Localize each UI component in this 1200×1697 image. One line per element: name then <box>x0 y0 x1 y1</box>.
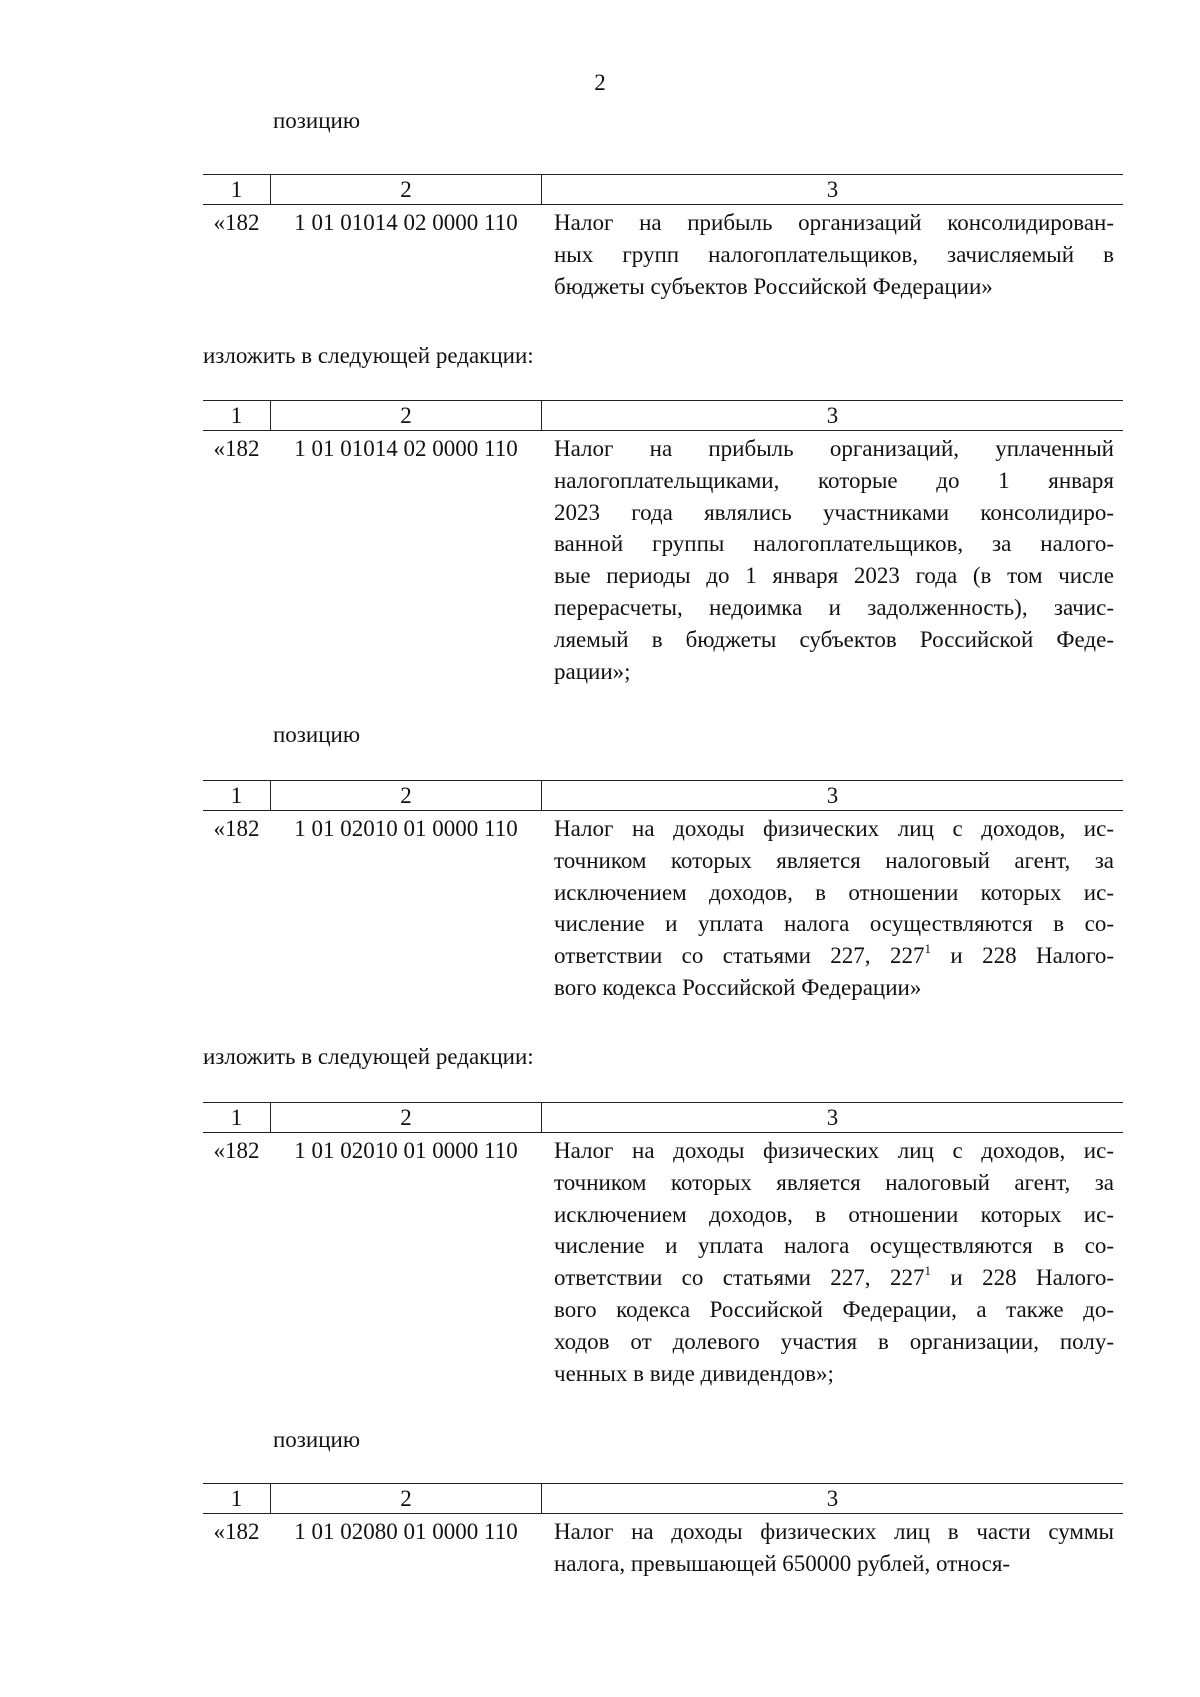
description-line: Налог на доходы физических лиц с доходов, ис- <box>554 1138 1114 1163</box>
description-cell <box>542 813 1123 1004</box>
description-cell <box>542 1135 1123 1389</box>
description-line: ванной группы налогоплательщиков, за налого- <box>554 531 1114 557</box>
code-prefix-cell: «182 <box>213 210 260 235</box>
description-line: Налог на прибыль организаций консолидирован- <box>554 210 1114 235</box>
budget-code-cell: 1 01 02010 01 0000 110 <box>294 816 518 841</box>
code-table <box>203 174 1123 302</box>
description-cell <box>542 1516 1123 1580</box>
description-line: исключением доходов, в отношении которых ис- <box>554 879 1114 905</box>
description-line: Налог на доходы физических лиц в части суммы <box>554 1519 1114 1544</box>
budget-code-cell: 1 01 02080 01 0000 110 <box>294 1519 518 1544</box>
table-header-cell: 1 <box>230 1486 243 1511</box>
table-row <box>203 1514 1123 1580</box>
table-header-cell: 3 <box>826 177 839 202</box>
description-line: налога, превышающей 650000 рублей, относя- <box>554 1550 1011 1576</box>
superscript: 1 <box>924 1262 931 1278</box>
description-line: 2023 года являлись участниками консолидиро- <box>554 499 1114 525</box>
description-line: ляемый в бюджеты субъектов Российской Феде- <box>554 626 1114 652</box>
description-line: Налог на прибыль организаций, уплаченный <box>554 436 1114 461</box>
description-line: налогоплательщиками, которые до 1 января <box>554 467 1114 493</box>
intro-paragraph: позицию <box>273 108 361 133</box>
description-line: ответствии со статьями 227, $227^1$ и 228 Налого- <box>554 940 1114 969</box>
description-line: вые периоды до 1 января 2023 года (в том числе <box>554 563 1114 589</box>
superscript: 1 <box>924 940 931 956</box>
intro-paragraph: позицию <box>273 1427 361 1452</box>
table-row <box>203 1133 1123 1389</box>
description-cell <box>542 207 1123 302</box>
description-line: ходов от долевого участия в организации, полу- <box>554 1328 1114 1354</box>
description-line: исключением доходов, в отношении которых ис- <box>554 1201 1114 1227</box>
description-line: ответствии со статьями 227, $227^1$ и 228 Налого- <box>554 1262 1114 1291</box>
table-header-cell: 2 <box>270 401 542 430</box>
budget-code-cell: 1 01 01014 02 0000 110 <box>294 436 518 461</box>
code-table <box>203 400 1123 687</box>
table-header-cell: 1 <box>230 783 243 808</box>
description-line: точником которых является налоговый агент, за <box>554 1169 1114 1195</box>
table-header-row <box>203 174 1123 205</box>
table-row <box>203 205 1123 302</box>
code-prefix-cell: «182 <box>213 816 260 841</box>
table-header-cell: 3 <box>826 403 839 428</box>
description-cell <box>542 433 1123 687</box>
table-header-cell: 3 <box>826 1105 839 1130</box>
description-line: Налог на доходы физических лиц с доходов, ис- <box>554 816 1114 841</box>
table-header-row <box>203 400 1123 431</box>
code-prefix-cell: «182 <box>213 436 260 461</box>
table-header-cell: 1 <box>230 177 243 202</box>
description-line: ных групп налогоплательщиков, зачисляемый в <box>554 241 1114 267</box>
code-table <box>203 1483 1123 1580</box>
table-header-cell: 2 <box>270 1103 542 1132</box>
intro-paragraph: позицию <box>273 722 361 747</box>
intro-paragraph: изложить в следующей редакции: <box>203 343 534 368</box>
code-table <box>203 1102 1123 1389</box>
table-header-cell: 1 <box>230 1105 243 1130</box>
description-line: ченных в виде дивидендов»; <box>554 1360 834 1386</box>
description-line: числение и уплата налога осуществляются в со- <box>554 911 1114 937</box>
description-line: бюджеты субъектов Российской Федерации» <box>554 273 993 299</box>
table-header-cell: 3 <box>826 783 839 808</box>
table-header-row <box>203 780 1123 811</box>
table-header-row <box>203 1102 1123 1133</box>
table-header-cell: 2 <box>270 1484 542 1513</box>
table-header-row <box>203 1483 1123 1514</box>
table-header-cell: 3 <box>826 1486 839 1511</box>
description-line: точником которых является налоговый агент, за <box>554 847 1114 873</box>
description-line: числение и уплата налога осуществляются в со- <box>554 1233 1114 1259</box>
code-prefix-cell: «182 <box>213 1519 260 1544</box>
code-table <box>203 780 1123 1004</box>
table-row <box>203 431 1123 687</box>
description-line: вого кодекса Российской Федерации» <box>554 974 922 1000</box>
description-line: рации»; <box>554 658 631 684</box>
table-header-cell: 2 <box>270 781 542 810</box>
code-prefix-cell: «182 <box>213 1138 260 1163</box>
table-header-cell: 2 <box>270 175 542 204</box>
table-row <box>203 811 1123 1004</box>
description-line: перерасчеты, недоимка и задолженность), зачис- <box>554 594 1114 620</box>
budget-code-cell: 1 01 01014 02 0000 110 <box>294 210 518 235</box>
table-header-cell: 1 <box>230 403 243 428</box>
page-number: 2 <box>594 70 606 95</box>
budget-code-cell: 1 01 02010 01 0000 110 <box>294 1138 518 1163</box>
intro-paragraph: изложить в следующей редакции: <box>203 1044 534 1069</box>
description-line: вого кодекса Российской Федерации, а также до- <box>554 1296 1114 1322</box>
